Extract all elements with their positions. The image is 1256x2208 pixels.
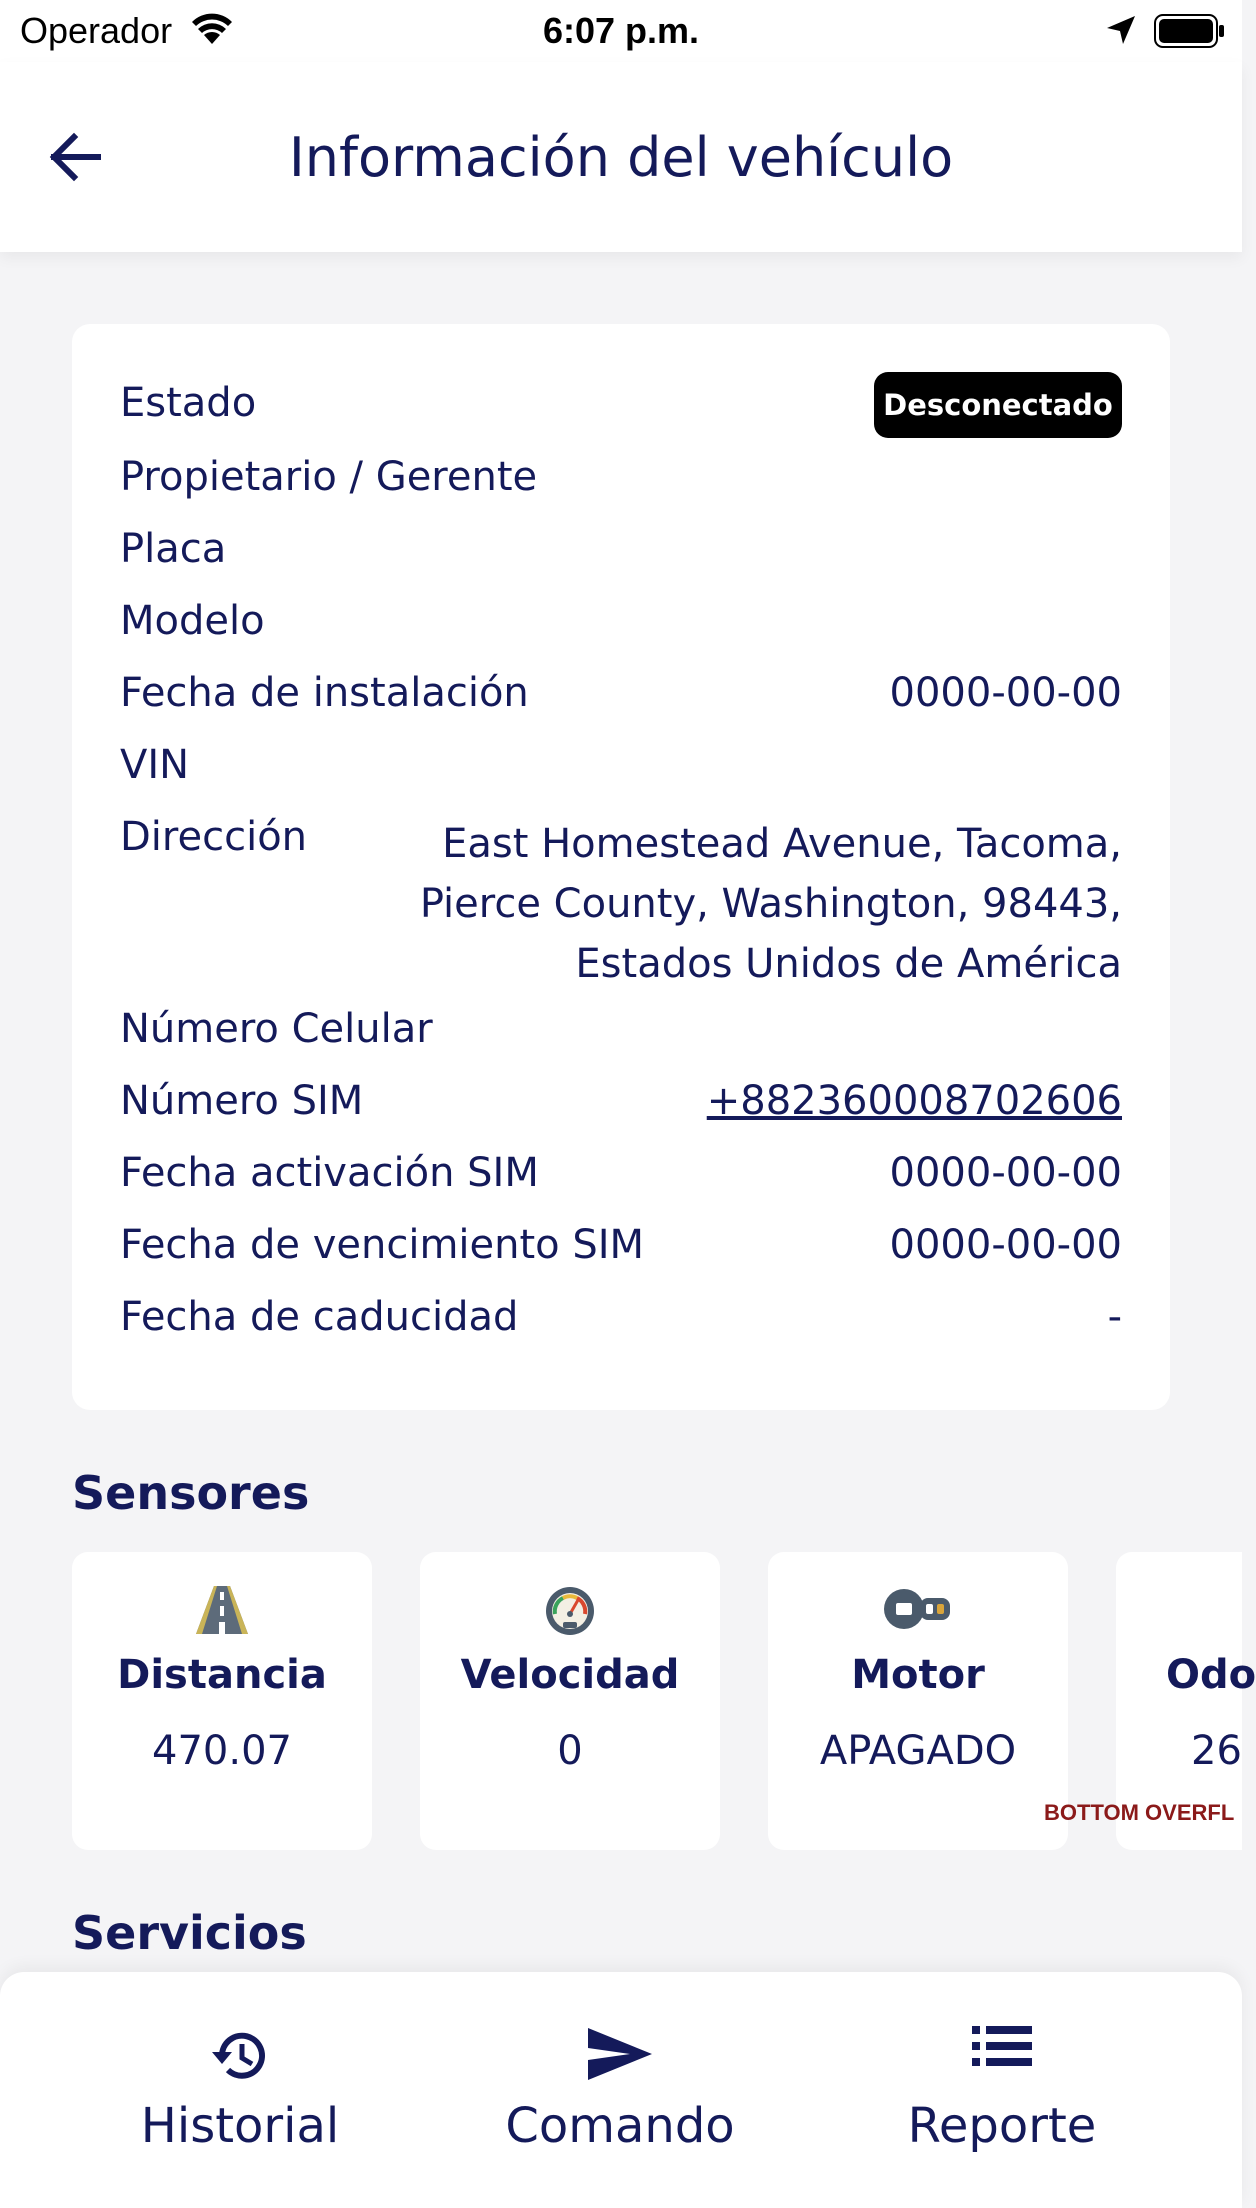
status-time: 6:07 p.m.	[542, 10, 700, 51]
road-icon	[72, 1584, 372, 1640]
sensor-name: Odo	[1166, 1652, 1256, 1698]
overflow-warning-label: BOTTOM OVERFL	[1044, 1800, 1235, 1825]
sensor-value: 470.07	[152, 1728, 292, 1774]
fecha-instalacion-value: 0000-00-00	[889, 670, 1122, 716]
services-section-title: Servicios	[72, 1906, 307, 1960]
fecha-vencimiento-value: 0000-00-00	[889, 1222, 1122, 1268]
nav-label: Comando	[505, 2098, 735, 2154]
list-icon	[852, 2024, 1152, 2088]
history-icon	[90, 2024, 390, 2088]
status-badge: Desconectado	[874, 372, 1122, 438]
sensor-card-velocidad[interactable]	[420, 1552, 720, 1850]
sensor-card-motor[interactable]	[768, 1552, 1068, 1850]
sensor-name: Distancia	[117, 1652, 327, 1698]
battery-icon	[1154, 14, 1226, 53]
placa-label: Placa	[120, 526, 227, 572]
direccion-value: East Homestead Avenue, Tacoma, Pierce County, Washington, 98443, Estados Unidos de América	[419, 821, 1122, 987]
fecha-vencimiento-label: Fecha de vencimiento SIM	[120, 1222, 645, 1268]
nav-item-historial[interactable]	[90, 1972, 390, 2208]
numero-celular-label: Número Celular	[120, 1006, 433, 1052]
propietario-label: Propietario / Gerente	[120, 454, 538, 500]
vin-label: VIN	[120, 742, 190, 788]
page-title: Información del vehículo	[288, 126, 954, 189]
fecha-caducidad-label: Fecha de caducidad	[120, 1294, 519, 1340]
numero-sim-link[interactable]: +882360008702606	[706, 1078, 1122, 1124]
estado-label: Estado	[120, 380, 257, 426]
nav-label: Historial	[140, 2098, 340, 2154]
sensor-value: APAGADO	[819, 1728, 1017, 1774]
fecha-activacion-label: Fecha activación SIM	[120, 1150, 539, 1196]
status-bar	[0, 0, 1242, 62]
send-icon	[470, 2024, 770, 2088]
sensors-section-title: Sensores	[72, 1466, 310, 1520]
speedometer-icon	[420, 1584, 720, 1640]
sensor-name: Velocidad	[460, 1652, 680, 1698]
numero-sim-label: Número SIM	[120, 1078, 364, 1124]
app-bar	[0, 62, 1242, 252]
sensor-name: Motor	[851, 1652, 985, 1698]
fecha-instalacion-label: Fecha de instalación	[120, 670, 529, 716]
bottom-navigation	[0, 1972, 1242, 2208]
sensor-value: 0	[557, 1728, 583, 1774]
fecha-caducidad-value: -	[1107, 1294, 1122, 1340]
engine-key-icon	[768, 1584, 1068, 1640]
fecha-activacion-value: 0000-00-00	[889, 1150, 1122, 1196]
nav-label: Reporte	[907, 2098, 1097, 2154]
info-row-direccion	[120, 814, 1122, 994]
carrier-label: Operador	[20, 10, 173, 51]
vehicle-info-card	[72, 324, 1170, 1410]
modelo-label: Modelo	[120, 598, 265, 644]
sensor-value: 26	[1191, 1728, 1242, 1774]
location-arrow-icon	[1105, 14, 1137, 51]
sensor-card-distancia[interactable]	[72, 1552, 372, 1850]
nav-item-reporte[interactable]	[852, 1972, 1152, 2208]
direccion-label: Dirección	[120, 814, 308, 860]
nav-item-comando[interactable]	[470, 1972, 770, 2208]
